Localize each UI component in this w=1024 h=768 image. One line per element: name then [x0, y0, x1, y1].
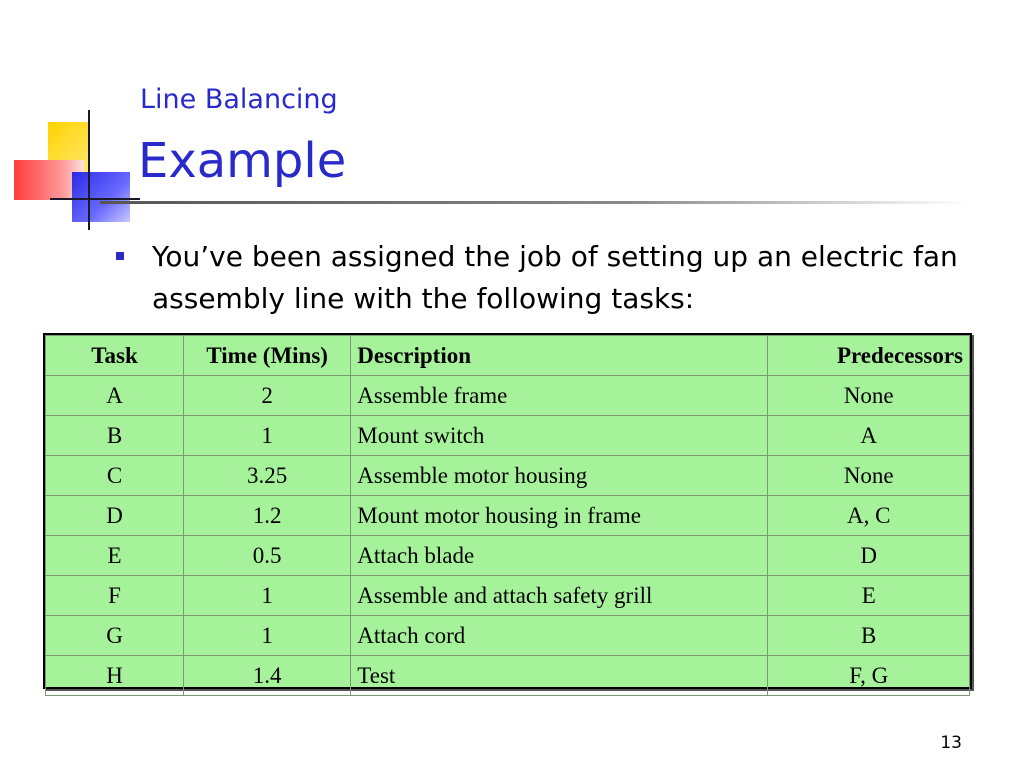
table-row — [46, 376, 970, 416]
cell-predecessors: D — [768, 536, 970, 576]
cell-task: B — [46, 416, 184, 456]
slide-title: Example — [138, 133, 347, 189]
header-description: Description — [351, 336, 768, 376]
cell-task: H — [46, 656, 184, 696]
cell-description: Mount motor housing in frame — [351, 496, 768, 536]
cell-time: 1 — [184, 616, 351, 656]
logo-horizontal-line — [50, 198, 140, 200]
square-bullet-icon — [116, 252, 124, 260]
cell-task: C — [46, 456, 184, 496]
color-squares-logo — [10, 110, 140, 230]
cell-description: Test — [351, 656, 768, 696]
cell-description: Mount switch — [351, 416, 768, 456]
slide-subtitle: Line Balancing — [140, 84, 338, 115]
cell-predecessors: F, G — [768, 656, 970, 696]
header-time: Time (Mins) — [184, 336, 351, 376]
table-row — [46, 576, 970, 616]
header-predecessors: Predecessors — [768, 336, 970, 376]
cell-task: F — [46, 576, 184, 616]
logo-blue-square — [72, 172, 130, 222]
table-row — [46, 416, 970, 456]
cell-description: Assemble frame — [351, 376, 768, 416]
cell-task: D — [46, 496, 184, 536]
cell-task: E — [46, 536, 184, 576]
cell-predecessors: A, C — [768, 496, 970, 536]
title-divider — [100, 201, 970, 204]
cell-time: 3.25 — [184, 456, 351, 496]
tasks-table — [43, 333, 972, 689]
table-row — [46, 616, 970, 656]
cell-description: Attach cord — [351, 616, 768, 656]
cell-time: 1 — [184, 416, 351, 456]
cell-time: 1.2 — [184, 496, 351, 536]
bullet-text: You’ve been assigned the job of setting up an electric fan assembly line with the following tasks: — [152, 240, 958, 315]
cell-description: Assemble and attach safety grill — [351, 576, 768, 616]
cell-description: Attach blade — [351, 536, 768, 576]
cell-predecessors: A — [768, 416, 970, 456]
cell-predecessors: None — [768, 376, 970, 416]
table-row — [46, 656, 970, 696]
cell-time: 1 — [184, 576, 351, 616]
page-number: 13 — [940, 733, 962, 753]
cell-description: Assemble motor housing — [351, 456, 768, 496]
cell-predecessors: None — [768, 456, 970, 496]
cell-predecessors: B — [768, 616, 970, 656]
header-task: Task — [46, 336, 184, 376]
table-row — [46, 496, 970, 536]
logo-vertical-line — [88, 110, 90, 230]
cell-task: A — [46, 376, 184, 416]
cell-task: G — [46, 616, 184, 656]
table-header-row — [46, 336, 970, 376]
cell-time: 0.5 — [184, 536, 351, 576]
table-row — [46, 456, 970, 496]
cell-predecessors: E — [768, 576, 970, 616]
cell-time: 2 — [184, 376, 351, 416]
table-row — [46, 536, 970, 576]
cell-time: 1.4 — [184, 656, 351, 696]
